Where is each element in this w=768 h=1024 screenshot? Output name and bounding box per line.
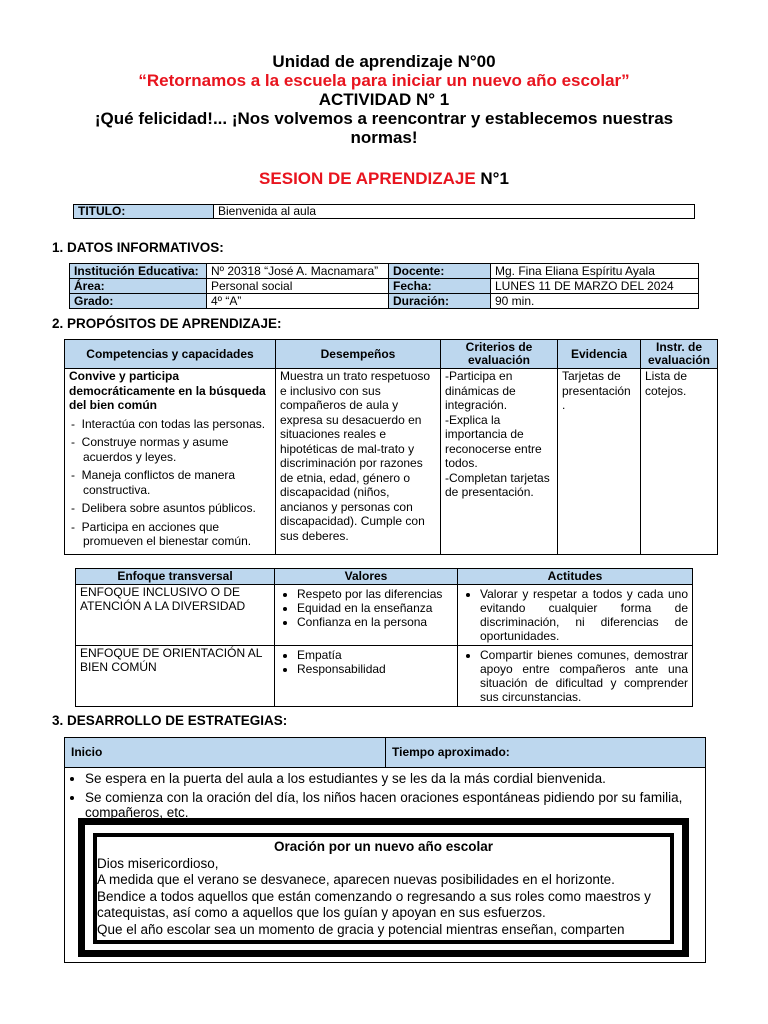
list-item: - Delibera sobre asuntos públicos.	[71, 501, 256, 515]
column-header: Actitudes	[458, 569, 693, 585]
list-item: - Construye normas y asume acuerdos y leyes.	[71, 435, 229, 464]
list-item: - Interactúa con todas las personas.	[71, 416, 266, 431]
list-item: • Se espera en la puerta del aula a los estudiantes y se les da la más cordial bienvenida.	[85, 771, 705, 787]
datos-key: Fecha:	[389, 279, 491, 294]
valores-cell	[275, 646, 458, 707]
prayer-line: Que el año escolar sea un momento de gracia y potencial mientras enseñan, comparten	[97, 921, 625, 937]
desarrollo-list	[65, 771, 705, 821]
table-row	[76, 585, 693, 646]
actitudes-list	[462, 648, 688, 704]
datos-value: 4º “A”	[207, 294, 389, 309]
criterio-item: -Explica la importancia de reconocerse entre todos.	[445, 412, 542, 470]
prayer-box	[93, 833, 674, 944]
titulo-value: Bienvenida al aula	[214, 205, 695, 219]
list-item: • Equidad en la enseñanza	[297, 601, 453, 615]
column-header: Enfoque transversal	[76, 569, 275, 585]
datos-value: Nº 20318 “José A. Macnamara”	[207, 264, 389, 279]
competencia-title: Convive y participa democráticamente en la búsqueda del bien común	[69, 369, 266, 412]
prayer-line: Dios misericordioso,	[97, 855, 219, 871]
datos-key: Docente:	[389, 264, 491, 279]
unit-heading: Unidad de aprendizaje N°00	[272, 52, 496, 71]
titulo-label: TITULO:	[74, 205, 214, 219]
session-label: SESION DE APRENDIZAJE	[259, 169, 481, 188]
prayer-line: Bendice a todos aquellos que están comenzando o regresando a sus roles como maestros y catequistas, así como a aquellos que los guían y apoyan en sus esfuerzos.	[97, 888, 651, 920]
valores-list	[279, 587, 453, 629]
datos-value: LUNES 11 DE MARZO DEL 2024	[491, 279, 699, 294]
document-header	[0, 52, 768, 147]
datos-value: 90 min.	[491, 294, 699, 309]
table-row	[70, 279, 699, 294]
list-item: - Maneja conflictos de manera constructiva.	[71, 468, 236, 497]
enfoques-table	[75, 568, 693, 707]
evidencia-cell: Tarjetas de presentación .	[558, 369, 641, 555]
datos-value: Mg. Fina Eliana Espíritu Ayala	[491, 264, 699, 279]
activity-title: ¡Qué felicidad!... ¡Nos volvemos a reencontrar y establecemos nuestras normas!	[94, 109, 674, 147]
prayer-frame	[78, 818, 689, 957]
actitudes-cell	[458, 585, 693, 646]
datos-key: Duración:	[389, 294, 491, 309]
column-header: Instr. de evaluación	[641, 340, 718, 369]
column-header: Criterios de evaluación	[441, 340, 558, 369]
datos-key: Grado:	[70, 294, 207, 309]
section-desarrollo-heading: 3. DESARROLLO DE ESTRATEGIAS:	[52, 713, 288, 728]
table-row	[70, 294, 699, 309]
enfoque-cell: ENFOQUE INCLUSIVO O DE ATENCIÓN A LA DIVERSIDAD	[76, 585, 275, 646]
valores-cell	[275, 585, 458, 646]
datos-value: Personal social	[207, 279, 389, 294]
activity-heading: ACTIVIDAD N° 1	[318, 90, 450, 109]
section-propositos-heading: 2. PROPÓSITOS DE APRENDIZAJE:	[52, 316, 282, 331]
competencias-cell	[65, 369, 276, 555]
list-item: • Compartir bienes comunes, demostrar apoyo entre compañeros ante una situación de dificultad y comprender sus circunstancias.	[480, 648, 688, 704]
valores-list	[279, 648, 453, 676]
titulo-table	[73, 204, 695, 219]
prayer-title: Oración por un nuevo año escolar	[273, 839, 494, 854]
inicio-label: Inicio	[65, 738, 386, 767]
list-item: • Se comienza con la oración del día, los niños hacen oraciones espontáneas pidiendo por su familia, compañeros, etc.	[85, 790, 705, 821]
instrumento-cell: Lista de cotejos.	[641, 369, 718, 555]
list-item: • Confianza en la persona	[297, 615, 453, 629]
list-item: • Empatía	[297, 648, 453, 662]
table-header-row	[65, 340, 718, 369]
actitudes-list	[462, 587, 688, 643]
actitudes-cell	[458, 646, 693, 707]
criterio-item: -Completan tarjetas de presentación.	[445, 470, 550, 499]
datos-table	[69, 263, 699, 309]
enfoque-cell: ENFOQUE DE ORIENTACIÓN AL BIEN COMÚN	[76, 646, 275, 707]
capacidades-list	[69, 417, 271, 549]
criterio-item: -Participa en dinámicas de integración.	[445, 369, 516, 412]
list-item: • Responsabilidad	[297, 662, 453, 676]
unit-title: “Retornamos a la escuela para iniciar un nuevo año escolar”	[138, 71, 630, 90]
table-row	[76, 646, 693, 707]
table-header-row	[76, 569, 693, 585]
list-item: - Participa en acciones que promueven el bienestar común.	[71, 519, 252, 548]
tiempo-label: Tiempo aproximado:	[386, 738, 705, 767]
table-row	[65, 369, 718, 555]
section-datos-heading: 1. DATOS INFORMATIVOS:	[52, 240, 224, 255]
datos-key: Institución Educativa:	[70, 264, 207, 279]
prayer-line: A medida que el verano se desvanece, aparecen nuevas posibilidades en el horizonte.	[97, 872, 615, 887]
list-item: • Respeto por las diferencias	[297, 587, 453, 601]
propositos-table	[64, 339, 718, 555]
column-header: Valores	[275, 569, 458, 585]
desarrollo-header-row	[65, 738, 705, 768]
desempeno-cell: Muestra un trato respetuoso e inclusivo con sus compañeros de aula y expresa su desacuerdo en situaciones reales e hipotéticas de mal-trato y discriminación por razones de etnia, edad, género o discapacidad (niños, ancianos y personas con discapacidad). Cumple con sus deberes.	[276, 369, 441, 555]
column-header: Competencias y capacidades	[65, 340, 276, 369]
criterios-cell	[441, 369, 558, 555]
session-number: N°1	[480, 169, 509, 188]
column-header: Desempeños	[276, 340, 441, 369]
list-item: • Valorar y respetar a todos y cada uno evitando cualquier forma de discriminación, ni diferencias de oportunidades.	[480, 587, 688, 643]
datos-key: Área:	[70, 279, 207, 294]
column-header: Evidencia	[558, 340, 641, 369]
table-row	[70, 264, 699, 279]
session-heading	[0, 169, 768, 189]
